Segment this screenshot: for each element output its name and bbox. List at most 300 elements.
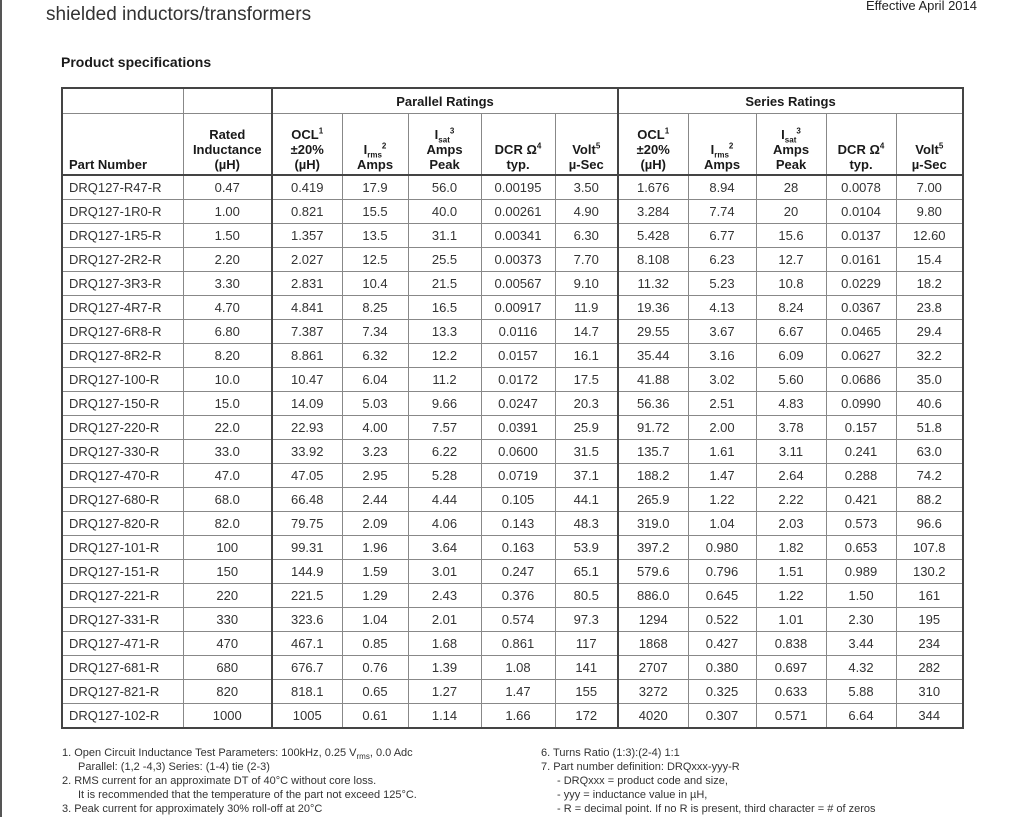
- cell-series-volt: 195: [896, 608, 963, 632]
- table-row: [62, 560, 963, 584]
- cell-series-irms: 7.74: [688, 200, 756, 224]
- cell-rated-inductance: 100: [183, 536, 272, 560]
- cell-parallel-volt: 44.1: [555, 488, 618, 512]
- cell-rated-inductance: 330: [183, 608, 272, 632]
- cell-parallel-volt: 9.10: [555, 272, 618, 296]
- cell-part-number: DRQ127-4R7-R: [62, 296, 183, 320]
- cell-series-isat: 5.60: [756, 368, 826, 392]
- cell-series-isat: 1.82: [756, 536, 826, 560]
- cell-series-isat: 1.51: [756, 560, 826, 584]
- col-parallel-isat: [408, 114, 481, 176]
- cell-series-volt: 32.2: [896, 344, 963, 368]
- cell-part-number: DRQ127-102-R: [62, 704, 183, 729]
- isat-label: I: [434, 127, 439, 142]
- cell-series-ocl: 5.428: [618, 224, 688, 248]
- irms-label: I: [363, 142, 368, 157]
- cell-parallel-isat: 31.1: [408, 224, 481, 248]
- dcr-label: DCR Ω: [837, 142, 880, 157]
- cell-parallel-dcr: 0.0116: [481, 320, 555, 344]
- table-row: [62, 440, 963, 464]
- cell-rated-inductance: 33.0: [183, 440, 272, 464]
- cell-parallel-isat: 12.2: [408, 344, 481, 368]
- isat-unit2: Peak: [775, 157, 807, 172]
- table-row: [62, 200, 963, 224]
- cell-series-ocl: 3.284: [618, 200, 688, 224]
- ocl-tolerance: ±20%: [636, 142, 670, 157]
- cell-series-isat: 0.697: [756, 656, 826, 680]
- ocl-tolerance: ±20%: [290, 142, 324, 157]
- cell-parallel-isat: 16.5: [408, 296, 481, 320]
- cell-parallel-isat: 25.5: [408, 248, 481, 272]
- cell-parallel-isat: 3.01: [408, 560, 481, 584]
- cell-parallel-volt: 14.7: [555, 320, 618, 344]
- cell-series-dcr: 4.32: [826, 656, 896, 680]
- cell-parallel-dcr: 0.00373: [481, 248, 555, 272]
- cell-rated-inductance: 82.0: [183, 512, 272, 536]
- cell-series-dcr: 0.421: [826, 488, 896, 512]
- cell-parallel-dcr: 1.66: [481, 704, 555, 729]
- cell-parallel-isat: 2.43: [408, 584, 481, 608]
- cell-parallel-irms: 1.29: [342, 584, 408, 608]
- isat-unit2: Peak: [429, 157, 460, 172]
- blank-header: [62, 88, 183, 114]
- cell-parallel-irms: 5.03: [342, 392, 408, 416]
- cell-parallel-irms: 12.5: [342, 248, 408, 272]
- footnote-7a: - DRQxxx = product code and size,: [557, 775, 728, 787]
- col-series-ocl: [618, 114, 688, 176]
- cell-parallel-isat: 1.14: [408, 704, 481, 729]
- col-series-isat: [756, 114, 826, 176]
- cell-parallel-volt: 16.1: [555, 344, 618, 368]
- cell-parallel-irms: 10.4: [342, 272, 408, 296]
- cell-rated-inductance: 68.0: [183, 488, 272, 512]
- col-series-dcr: [826, 114, 896, 176]
- cell-series-dcr: 0.573: [826, 512, 896, 536]
- cell-series-volt: 63.0: [896, 440, 963, 464]
- ocl-label: OCL: [637, 127, 665, 142]
- cell-parallel-volt: 80.5: [555, 584, 618, 608]
- volt-footnote: 5: [938, 141, 944, 151]
- cell-parallel-ocl: 2.831: [272, 272, 342, 296]
- cell-series-dcr: 0.0627: [826, 344, 896, 368]
- dcr-label: DCR Ω: [494, 142, 537, 157]
- cell-part-number: DRQ127-R47-R: [62, 175, 183, 200]
- table-row: [62, 272, 963, 296]
- cell-series-isat: 2.64: [756, 464, 826, 488]
- footnote-7b: - yyy = inductance value in µH,: [557, 789, 708, 801]
- cell-series-ocl: 19.36: [618, 296, 688, 320]
- table-row: [62, 632, 963, 656]
- cell-part-number: DRQ127-821-R: [62, 680, 183, 704]
- cell-series-irms: 0.307: [688, 704, 756, 729]
- cell-part-number: DRQ127-470-R: [62, 464, 183, 488]
- cell-series-irms: 3.02: [688, 368, 756, 392]
- volt-unit: µ-Sec: [911, 157, 947, 172]
- cell-parallel-dcr: 0.0391: [481, 416, 555, 440]
- dcr-typ: typ.: [849, 157, 873, 172]
- cell-part-number: DRQ127-101-R: [62, 536, 183, 560]
- cell-part-number: DRQ127-331-R: [62, 608, 183, 632]
- cell-series-irms: 0.380: [688, 656, 756, 680]
- table-row: [62, 344, 963, 368]
- cell-parallel-irms: 17.9: [342, 175, 408, 200]
- cell-parallel-dcr: 0.247: [481, 560, 555, 584]
- cell-series-isat: 0.633: [756, 680, 826, 704]
- irms-sub: rms: [367, 150, 382, 160]
- cell-parallel-ocl: 22.93: [272, 416, 342, 440]
- cell-parallel-dcr: 0.105: [481, 488, 555, 512]
- cell-parallel-volt: 172: [555, 704, 618, 729]
- cell-series-isat: 6.67: [756, 320, 826, 344]
- cell-rated-inductance: 220: [183, 584, 272, 608]
- group-header-row: [62, 88, 963, 114]
- cell-series-volt: 18.2: [896, 272, 963, 296]
- table-row: [62, 488, 963, 512]
- cell-parallel-ocl: 676.7: [272, 656, 342, 680]
- irms-unit: Amps: [703, 157, 741, 172]
- cell-rated-inductance: 3.30: [183, 272, 272, 296]
- table-row: [62, 368, 963, 392]
- cell-series-irms: 0.980: [688, 536, 756, 560]
- cell-series-isat: 3.11: [756, 440, 826, 464]
- cell-series-volt: 9.80: [896, 200, 963, 224]
- cell-parallel-ocl: 1005: [272, 704, 342, 729]
- ocl-label: OCL: [291, 127, 319, 142]
- cell-parallel-ocl: 66.48: [272, 488, 342, 512]
- cell-parallel-volt: 117: [555, 632, 618, 656]
- spec-table-body: [62, 175, 963, 728]
- cell-parallel-isat: 1.39: [408, 656, 481, 680]
- cell-series-dcr: 0.0104: [826, 200, 896, 224]
- cell-rated-inductance: 2.20: [183, 248, 272, 272]
- parallel-ratings-header: Parallel Ratings: [272, 88, 618, 114]
- cell-series-ocl: 4020: [618, 704, 688, 729]
- table-row: [62, 224, 963, 248]
- isat-sub: sat: [784, 135, 797, 145]
- cell-series-ocl: 3272: [618, 680, 688, 704]
- table-row: [62, 584, 963, 608]
- cell-part-number: DRQ127-3R3-R: [62, 272, 183, 296]
- cell-part-number: DRQ127-681-R: [62, 656, 183, 680]
- cell-parallel-ocl: 10.47: [272, 368, 342, 392]
- cell-series-isat: 2.22: [756, 488, 826, 512]
- cell-parallel-ocl: 221.5: [272, 584, 342, 608]
- cell-series-dcr: 0.0367: [826, 296, 896, 320]
- cell-parallel-dcr: 0.143: [481, 512, 555, 536]
- cell-series-volt: 15.4: [896, 248, 963, 272]
- cell-series-ocl: 397.2: [618, 536, 688, 560]
- dcr-footnote: 4: [879, 141, 885, 151]
- ocl-footnote: 1: [318, 126, 324, 136]
- col-rated-inductance: [183, 114, 272, 176]
- cell-parallel-ocl: 14.09: [272, 392, 342, 416]
- cell-parallel-isat: 11.2: [408, 368, 481, 392]
- cell-parallel-isat: 13.3: [408, 320, 481, 344]
- isat-label: I: [781, 127, 785, 142]
- cell-parallel-ocl: 33.92: [272, 440, 342, 464]
- cell-series-irms: 4.13: [688, 296, 756, 320]
- cell-series-irms: 0.325: [688, 680, 756, 704]
- cell-parallel-irms: 1.04: [342, 608, 408, 632]
- footnotes-right: [541, 746, 981, 816]
- cell-series-isat: 20: [756, 200, 826, 224]
- footnote-6: 6. Turns Ratio (1:3):(2-4) 1:1: [541, 747, 680, 759]
- cell-parallel-volt: 53.9: [555, 536, 618, 560]
- footnote-3: 3. Peak current for approximately 30% roll-off at 20°C: [62, 803, 323, 815]
- col-series-irms: [688, 114, 756, 176]
- cell-rated-inductance: 680: [183, 656, 272, 680]
- cell-parallel-dcr: 0.861: [481, 632, 555, 656]
- cell-part-number: DRQ127-151-R: [62, 560, 183, 584]
- cell-series-volt: 282: [896, 656, 963, 680]
- cell-part-number: DRQ127-330-R: [62, 440, 183, 464]
- cell-series-irms: 3.67: [688, 320, 756, 344]
- cell-series-ocl: 319.0: [618, 512, 688, 536]
- cell-parallel-dcr: 1.47: [481, 680, 555, 704]
- irms-label: I: [710, 142, 715, 157]
- effective-date: Effective April 2014: [865, 0, 977, 13]
- table-row: [62, 656, 963, 680]
- table-row: [62, 704, 963, 729]
- cell-series-isat: 0.571: [756, 704, 826, 729]
- cell-parallel-ocl: 0.419: [272, 175, 342, 200]
- cell-series-irms: 1.47: [688, 464, 756, 488]
- cell-parallel-irms: 13.5: [342, 224, 408, 248]
- cell-series-irms: 0.427: [688, 632, 756, 656]
- cell-part-number: DRQ127-2R2-R: [62, 248, 183, 272]
- table-row: [62, 536, 963, 560]
- cell-parallel-irms: 2.44: [342, 488, 408, 512]
- column-header-row: [62, 114, 963, 176]
- cell-series-dcr: 0.0137: [826, 224, 896, 248]
- cell-parallel-volt: 7.70: [555, 248, 618, 272]
- volt-label: Volt: [572, 142, 596, 157]
- cell-parallel-isat: 40.0: [408, 200, 481, 224]
- cell-rated-inductance: 150: [183, 560, 272, 584]
- cell-series-ocl: 8.108: [618, 248, 688, 272]
- cell-series-dcr: 0.0078: [826, 175, 896, 200]
- cell-series-dcr: 0.0229: [826, 272, 896, 296]
- col-parallel-ocl: [272, 114, 342, 176]
- table-row: [62, 175, 963, 200]
- cell-series-dcr: 6.64: [826, 704, 896, 729]
- cell-rated-inductance: 1.50: [183, 224, 272, 248]
- ocl-unit: (µH): [294, 157, 321, 172]
- cell-rated-inductance: 1.00: [183, 200, 272, 224]
- cell-rated-inductance: 8.20: [183, 344, 272, 368]
- cell-series-irms: 1.61: [688, 440, 756, 464]
- cell-series-dcr: 0.989: [826, 560, 896, 584]
- cell-parallel-irms: 7.34: [342, 320, 408, 344]
- ocl-footnote: 1: [664, 126, 670, 136]
- cell-parallel-irms: 3.23: [342, 440, 408, 464]
- cell-parallel-ocl: 467.1: [272, 632, 342, 656]
- cell-parallel-dcr: 0.00917: [481, 296, 555, 320]
- cell-series-irms: 8.94: [688, 175, 756, 200]
- cell-parallel-volt: 155: [555, 680, 618, 704]
- col-part-number: Part Number: [62, 114, 183, 176]
- table-row: [62, 416, 963, 440]
- cell-series-ocl: 1868: [618, 632, 688, 656]
- cell-series-dcr: 0.157: [826, 416, 896, 440]
- cell-parallel-isat: 56.0: [408, 175, 481, 200]
- cell-series-irms: 0.522: [688, 608, 756, 632]
- cell-parallel-volt: 17.5: [555, 368, 618, 392]
- cell-series-ocl: 2707: [618, 656, 688, 680]
- cell-rated-inductance: 1000: [183, 704, 272, 729]
- cell-parallel-dcr: 0.00261: [481, 200, 555, 224]
- section-title: Product specifications: [61, 54, 212, 70]
- cell-part-number: DRQ127-6R8-R: [62, 320, 183, 344]
- cell-parallel-ocl: 323.6: [272, 608, 342, 632]
- cell-series-ocl: 1294: [618, 608, 688, 632]
- cell-series-dcr: 0.0990: [826, 392, 896, 416]
- volt-label: Volt: [915, 142, 939, 157]
- cell-series-volt: 29.4: [896, 320, 963, 344]
- cell-series-isat: 0.838: [756, 632, 826, 656]
- cell-series-isat: 1.01: [756, 608, 826, 632]
- cell-parallel-volt: 65.1: [555, 560, 618, 584]
- cell-parallel-ocl: 8.861: [272, 344, 342, 368]
- cell-part-number: DRQ127-820-R: [62, 512, 183, 536]
- cell-parallel-irms: 2.95: [342, 464, 408, 488]
- cell-parallel-volt: 97.3: [555, 608, 618, 632]
- cell-parallel-dcr: 0.574: [481, 608, 555, 632]
- cell-series-volt: 23.8: [896, 296, 963, 320]
- cell-parallel-dcr: 0.0247: [481, 392, 555, 416]
- cell-series-irms: 6.77: [688, 224, 756, 248]
- cell-parallel-ocl: 47.05: [272, 464, 342, 488]
- cell-parallel-irms: 1.59: [342, 560, 408, 584]
- isat-footnote: 3: [449, 126, 455, 136]
- cell-series-ocl: 41.88: [618, 368, 688, 392]
- cell-part-number: DRQ127-680-R: [62, 488, 183, 512]
- cell-series-irms: 1.04: [688, 512, 756, 536]
- cell-series-volt: 107.8: [896, 536, 963, 560]
- cell-series-dcr: 1.50: [826, 584, 896, 608]
- cell-parallel-irms: 0.65: [342, 680, 408, 704]
- cell-parallel-volt: 31.5: [555, 440, 618, 464]
- cell-part-number: DRQ127-100-R: [62, 368, 183, 392]
- table-row: [62, 296, 963, 320]
- table-row: [62, 680, 963, 704]
- footnote-7: 7. Part number definition: DRQxxx-yyy-R: [541, 761, 740, 773]
- cell-series-dcr: 2.30: [826, 608, 896, 632]
- irms-footnote: 2: [728, 141, 734, 151]
- cell-series-volt: 161: [896, 584, 963, 608]
- cell-series-dcr: 3.44: [826, 632, 896, 656]
- isat-footnote: 3: [796, 126, 801, 136]
- cell-series-isat: 3.78: [756, 416, 826, 440]
- cell-series-volt: 344: [896, 704, 963, 729]
- cell-part-number: DRQ127-150-R: [62, 392, 183, 416]
- cell-series-isat: 4.83: [756, 392, 826, 416]
- footnote-1: [62, 746, 522, 760]
- cell-part-number: DRQ127-220-R: [62, 416, 183, 440]
- volt-footnote: 5: [595, 141, 601, 151]
- cell-series-volt: 35.0: [896, 368, 963, 392]
- cell-parallel-isat: 21.5: [408, 272, 481, 296]
- cell-parallel-dcr: 1.08: [481, 656, 555, 680]
- cell-parallel-dcr: 0.163: [481, 536, 555, 560]
- footnote-1-tail: , 0.0 Adc: [369, 747, 413, 759]
- col-rated-line1: Rated: [209, 127, 246, 142]
- isat-sub: sat: [438, 135, 450, 145]
- footnotes-left: [62, 746, 522, 816]
- cell-series-volt: 51.8: [896, 416, 963, 440]
- cell-series-irms: 5.23: [688, 272, 756, 296]
- cell-series-isat: 10.8: [756, 272, 826, 296]
- cell-series-irms: 2.51: [688, 392, 756, 416]
- cell-series-irms: 3.16: [688, 344, 756, 368]
- cell-series-dcr: 0.0161: [826, 248, 896, 272]
- cell-series-irms: 0.645: [688, 584, 756, 608]
- cell-parallel-dcr: 0.00195: [481, 175, 555, 200]
- cell-parallel-ocl: 7.387: [272, 320, 342, 344]
- cell-rated-inductance: 22.0: [183, 416, 272, 440]
- cell-series-ocl: 886.0: [618, 584, 688, 608]
- cell-parallel-irms: 15.5: [342, 200, 408, 224]
- cell-series-irms: 1.22: [688, 488, 756, 512]
- ocl-unit: (µH): [640, 157, 667, 172]
- cell-series-isat: 28: [756, 175, 826, 200]
- cell-rated-inductance: 0.47: [183, 175, 272, 200]
- cell-series-isat: 12.7: [756, 248, 826, 272]
- col-parallel-dcr: [481, 114, 555, 176]
- blank-header: [183, 88, 272, 114]
- cell-parallel-dcr: 0.0157: [481, 344, 555, 368]
- cell-part-number: DRQ127-8R2-R: [62, 344, 183, 368]
- cell-rated-inductance: 47.0: [183, 464, 272, 488]
- cell-rated-inductance: 10.0: [183, 368, 272, 392]
- cell-rated-inductance: 15.0: [183, 392, 272, 416]
- table-row: [62, 320, 963, 344]
- cell-parallel-volt: 11.9: [555, 296, 618, 320]
- cell-parallel-dcr: 0.0600: [481, 440, 555, 464]
- cell-series-irms: 6.23: [688, 248, 756, 272]
- col-rated-line3: (µH): [214, 157, 241, 172]
- col-rated-line2: Inductance: [192, 142, 262, 157]
- cell-series-ocl: 135.7: [618, 440, 688, 464]
- series-ratings-header: Series Ratings: [618, 88, 963, 114]
- cell-series-dcr: 0.0465: [826, 320, 896, 344]
- cell-series-isat: 2.03: [756, 512, 826, 536]
- cell-parallel-volt: 48.3: [555, 512, 618, 536]
- cell-parallel-volt: 37.1: [555, 464, 618, 488]
- cell-parallel-irms: 1.96: [342, 536, 408, 560]
- footnote-1-text: 1. Open Circuit Inductance Test Parameters: 100kHz, 0.25 V: [62, 747, 357, 759]
- col-series-volt: [896, 114, 963, 176]
- table-row: [62, 608, 963, 632]
- cell-series-volt: 96.6: [896, 512, 963, 536]
- cell-parallel-isat: 5.28: [408, 464, 481, 488]
- cell-parallel-irms: 0.61: [342, 704, 408, 729]
- cell-parallel-isat: 6.22: [408, 440, 481, 464]
- irms-footnote: 2: [381, 141, 387, 151]
- cell-parallel-isat: 4.06: [408, 512, 481, 536]
- footnote-2-line2: It is recommended that the temperature of the part not exceed 125°C.: [78, 789, 417, 801]
- cell-parallel-volt: 20.3: [555, 392, 618, 416]
- cell-series-ocl: 188.2: [618, 464, 688, 488]
- cell-series-irms: 0.796: [688, 560, 756, 584]
- irms-sub: rms: [714, 150, 729, 160]
- volt-unit: µ-Sec: [568, 157, 604, 172]
- table-row: [62, 392, 963, 416]
- cell-parallel-isat: 9.66: [408, 392, 481, 416]
- cell-parallel-volt: 25.9: [555, 416, 618, 440]
- isat-unit1: Amps: [772, 142, 810, 157]
- cell-series-volt: 234: [896, 632, 963, 656]
